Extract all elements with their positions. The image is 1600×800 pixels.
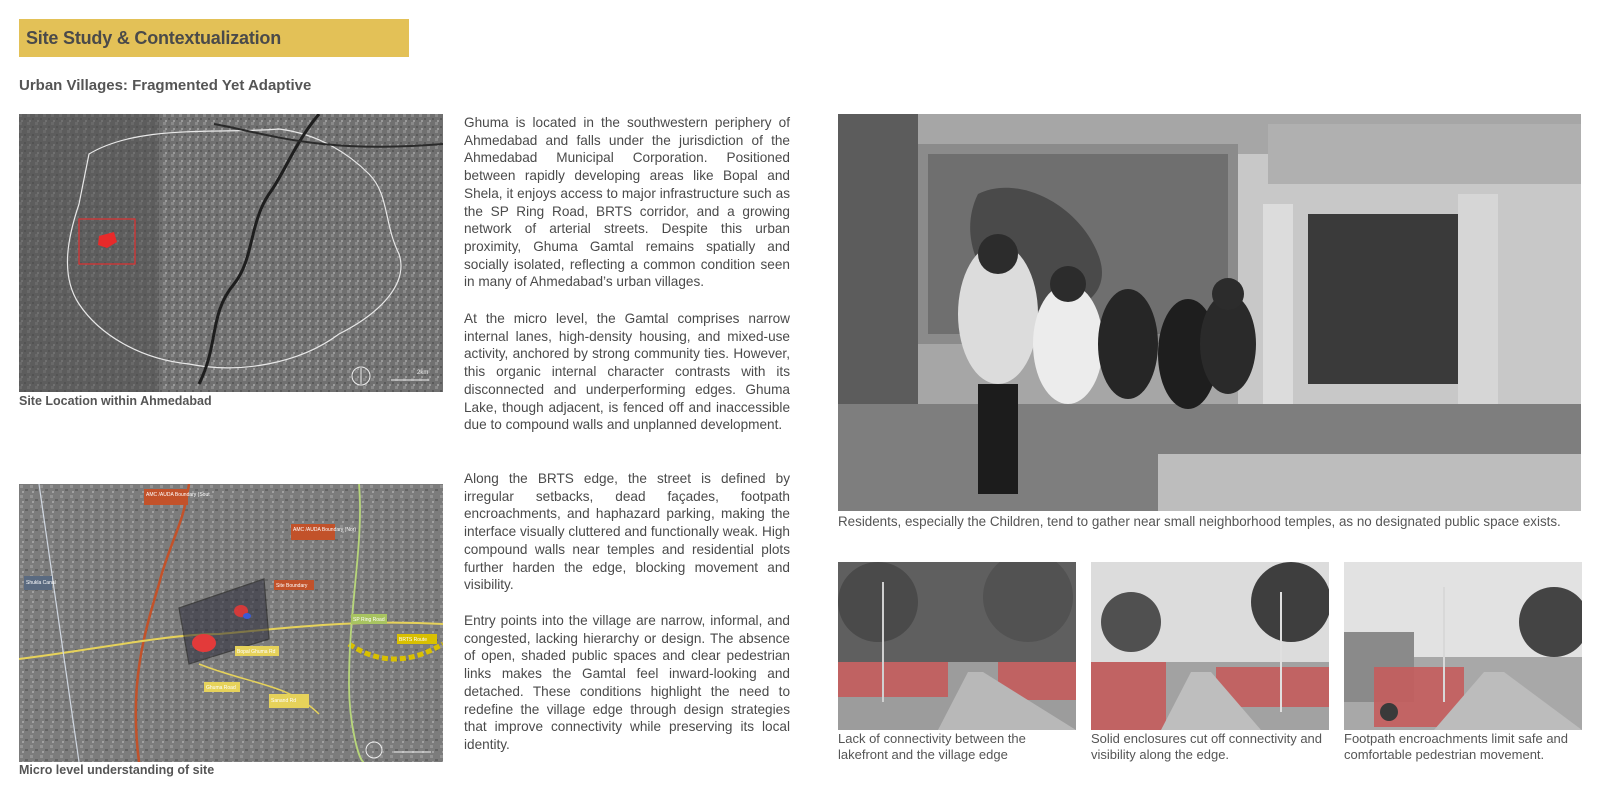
main-photo-caption: Residents, especially the Children, tend to gather near small neighborhood temples, as no designated public space exists. [838,514,1561,529]
paragraph-entry-points: Entry points into the village are narrow, informal, and congested, lacking hierarchy or design. The absence of open, shaded public spaces and clear pedestrian links makes the Gamtal feel inward-looking and detached. These conditions highlight the need to redefine the village edge through design strategies that improve connectivity while preserving its local identity. [464,613,790,752]
enclosure-photo [1091,562,1329,730]
enclosure-caption: Solid enclosures cut off connectivity and visibility along the edge. [1091,731,1323,762]
page-title: Site Study & Contextualization [26,28,282,48]
map-label-bopal: Bopal Ghuma Rd [237,649,276,655]
footpath-photo [1344,562,1582,730]
map-label-canal: Shukla Canal [26,580,56,586]
map-label-ring-road: SP Ring Road [353,617,385,623]
paragraph-location: Ghuma is located in the southwestern periphery of Ahmedabad and falls under the jurisdiction of the Ahmedabad Municipal Corporation. Positioned between rapidly developing areas like Bopal and Shela, it enjoys access to major infrastructure such as the SP Ring Road, BRTS corridor, and a growing network of arterial streets. Despite this urban proximity, Ghuma Gamtal remains spatially and socially isolated, reflecting a common condition seen in many of Ahmedabad’s urban villages. [464,115,790,290]
footpath-caption: Footpath encroachments limit safe and comfortable pedestrian movement. [1344,731,1569,762]
micro-level-map [19,484,443,762]
temple-gathering-photo [838,114,1581,511]
lakefront-photo [838,562,1076,730]
paragraph-brts-edge: Along the BRTS edge, the street is defined by irregular setbacks, dead façades, footpath encroachments, and haphazard parking, making the interface visually cluttered and functionally weak. High compound walls near temples and residential plots further harden the edge, blocking movement and visibility. [464,471,790,593]
site-location-caption: Site Location within Ahmedabad [19,394,212,408]
scale-label: 2km [417,370,429,376]
map-label-site-boundary: Site Boundary [276,583,308,589]
lakefront-caption: Lack of connectivity between the lakefront and the village edge [838,731,1026,762]
micro-level-caption: Micro level understanding of site [19,763,215,777]
paragraph-micro-level: At the micro level, the Gamtal comprises narrow internal lanes, high-density housing, and mixed-use activity, anchored by strong community ties. However, this organic internal character contrasts with its disconnected and underperforming edges. Ghuma Lake, though adjacent, is fenced off and inaccessible due to compound walls and unplanned development. [464,311,790,433]
map-label-amc-north: AMC /AUDA Boundary (Nor) [293,527,357,533]
map-label-sanand: Sanand Rd [271,698,297,704]
map-label-brts: BRTS Route [399,637,427,643]
site-location-map [19,114,443,392]
map-label-amc-south: AMC /AUDA Boundary (Sout [146,492,210,498]
map-label-ghuma: Ghuma Road [206,685,236,691]
page-subtitle: Urban Villages: Fragmented Yet Adaptive [19,77,312,94]
